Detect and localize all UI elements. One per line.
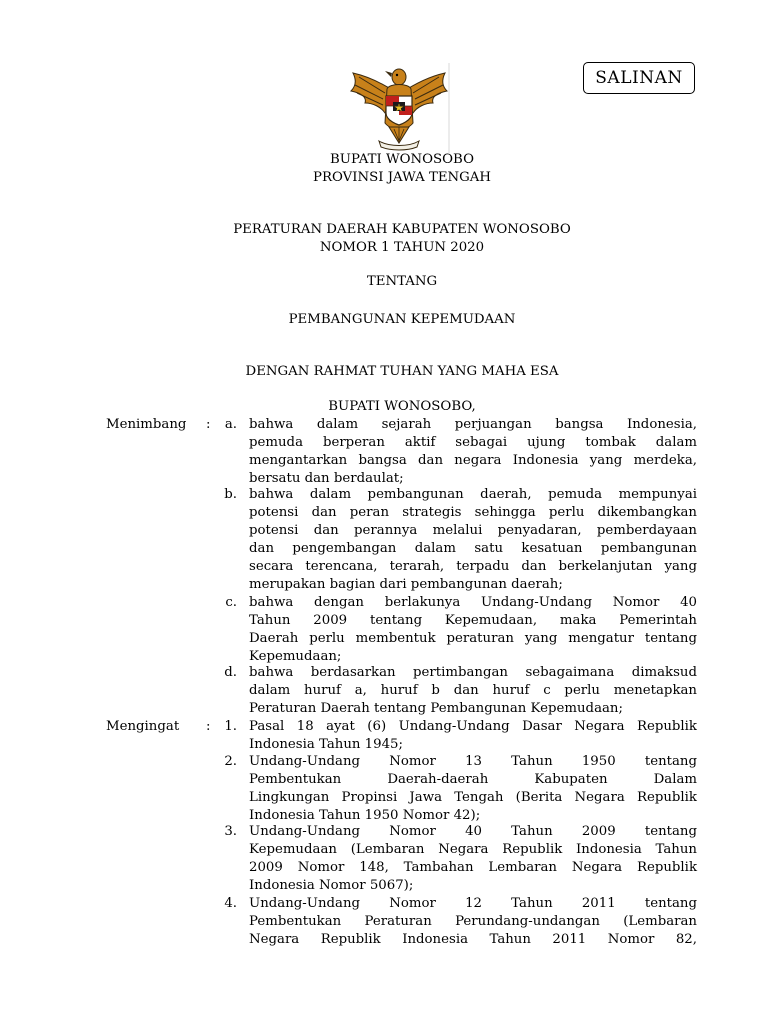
text-line: Pembentukan Daerah-daerah Kabupaten Dalam [249,772,697,787]
text-line: bahwa berdasarkan pertimbangan sebagaimana dimaksud [249,665,697,680]
text-line: potensi dan perannya melalui penyadaran, pemberdayaan [249,523,697,538]
mengingat-colon: : [206,719,211,734]
text-line: merupakan bagian dari pembangunan daerah; [249,577,563,592]
mengingat-item-2 [249,753,697,825]
mengingat-marker-2: 2. [224,754,237,769]
menimbang-item-b [249,486,697,594]
garuda-emblem-icon [345,63,453,153]
text-line: bersatu dan berdaulat; [249,471,404,486]
menimbang-label: Menimbang [106,417,187,432]
regulation-title: PERATURAN DAERAH KABUPATEN WONOSOBO [233,222,571,237]
menimbang-marker-b: b. [224,487,237,502]
menimbang-item-d [249,664,697,718]
mengingat-marker-1: 1. [224,719,237,734]
text-line: potensi dan peran strategis sehingga perlu dikembangkan [249,505,697,520]
menimbang-item-a [249,416,697,488]
text-line: Indonesia Tahun 1950 Nomor 42); [249,808,481,823]
header-province: PROVINSI JAWA TENGAH [313,170,491,185]
text-line: Pasal 18 ayat (6) Undang-Undang Dasar Negara Republik [249,719,697,734]
mengingat-item-4 [249,895,697,949]
opening-phrase: DENGAN RAHMAT TUHAN YANG MAHA ESA [245,364,559,379]
salinan-stamp: SALINAN [583,62,695,94]
mengingat-label: Mengingat [106,719,180,734]
text-line: Kepemudaan (Lembaran Negara Republik Indonesia Tahun [249,842,697,857]
regulation-number: NOMOR 1 TAHUN 2020 [319,240,485,255]
text-line: secara terencana, terarah, terpadu dan berkelanjutan yang [249,559,697,574]
mengingat-marker-4: 4. [224,896,237,911]
header-regent: BUPATI WONOSOBO [330,152,474,167]
text-line: Kepemudaan; [249,649,342,664]
text-line: Indonesia Nomor 5067); [249,878,414,893]
menimbang-marker-c: c. [225,595,237,610]
text-line: Undang-Undang Nomor 12 Tahun 2011 tentang [249,896,697,911]
text-line: Tahun 2009 tentang Kepemudaan, maka Pemerintah [249,613,697,628]
text-line: dan pengembangan dalam satu kesatuan pembangunan [249,541,697,556]
menimbang-colon: : [206,417,211,432]
mengingat-marker-3: 3. [224,824,237,839]
text-line: Lingkungan Propinsi Jawa Tengah (Berita Negara Republik [249,790,697,805]
text-line: dalam huruf a, huruf b dan huruf c perlu menetapkan [249,683,697,698]
text-line: Undang-Undang Nomor 40 Tahun 2009 tentang [249,824,697,839]
regulation-subject: PEMBANGUNAN KEPEMUDAAN [288,312,516,327]
text-line: Pembentukan Peraturan Perundang-undangan (Lembaran [249,914,697,929]
text-line: mengantarkan bangsa dan negara Indonesia yang merdeka, [249,453,697,468]
text-line: Undang-Undang Nomor 13 Tahun 1950 tentang [249,754,697,769]
menimbang-marker-d: d. [224,665,237,680]
text-line: 2009 Nomor 148, Tambahan Lembaran Negara Republik [249,860,697,875]
text-line: bahwa dalam pembangunan daerah, pemuda mempunyai [249,487,697,502]
text-line: pemuda berperan aktif sebagai ujung tombak dalam [249,435,697,450]
text-line: Peraturan Daerah tentang Pembangunan Kepemudaan; [249,701,623,716]
authority-line: BUPATI WONOSOBO, [328,399,476,414]
mengingat-item-3 [249,823,697,895]
menimbang-item-c [249,594,697,666]
text-line: Daerah perlu membentuk peraturan yang mengatur tentang [249,631,697,646]
menimbang-marker-a: a. [224,417,237,432]
regulation-about: TENTANG [366,274,438,289]
text-line: Indonesia Tahun 1945; [249,737,403,752]
text-line: Negara Republik Indonesia Tahun 2011 Nomor 82, [249,932,697,947]
text-line: bahwa dengan berlakunya Undang-Undang Nomor 40 [249,595,697,610]
text-line: bahwa dalam sejarah perjuangan bangsa Indonesia, [249,417,697,432]
mengingat-item-1 [249,718,697,754]
